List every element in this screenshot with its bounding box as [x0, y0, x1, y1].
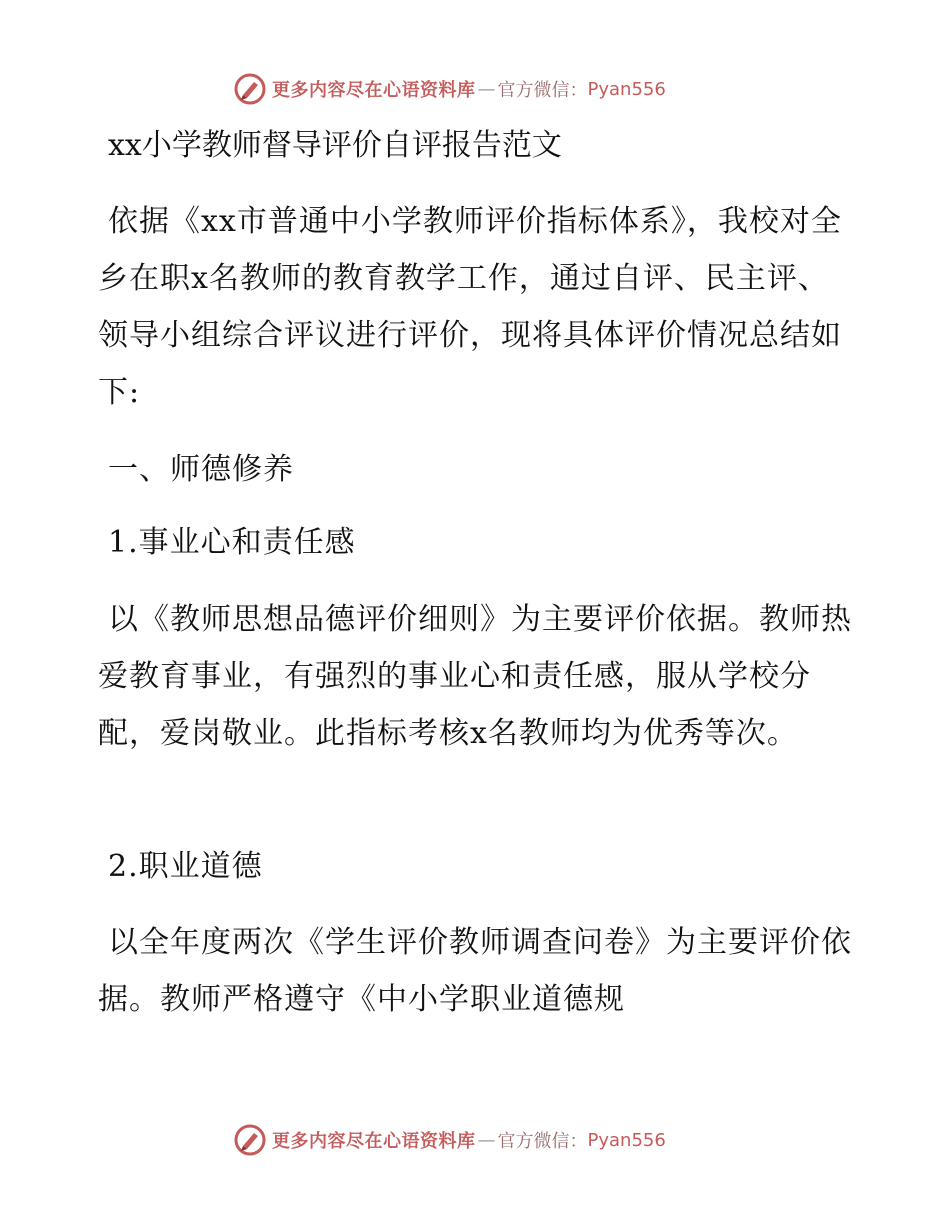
- paragraph-responsibility: 以《教师思想品德评价细则》为主要评价依据。教师热爱教育事业，有强烈的事业心和责任感，服从学校分配，爱岗敬业。此指标考核x名教师均为优秀等次。: [98, 602, 852, 751]
- subheading-ethics: 2.职业道德: [108, 849, 263, 884]
- footer-watermark: [234, 1123, 754, 1157]
- watermark-id: Pyan556: [587, 78, 666, 100]
- document-title: xx小学教师督导评价自评报告范文: [108, 128, 562, 163]
- intro-paragraph: 依据《xx市普通中小学教师评价指标体系》，我校对全乡在职x名教师的教育教学工作，通过自评、民主评、领导小组综合评议进行评价，现将具体评价情况总结如下:: [98, 204, 842, 410]
- watermark-official: 官方微信：: [497, 1131, 588, 1152]
- header-watermark: [234, 72, 754, 106]
- watermark-id: Pyan556: [587, 1129, 666, 1151]
- watermark-separator: —: [477, 78, 496, 100]
- watermark-official: 官方微信：: [497, 80, 588, 101]
- watermark-site: 更多内容尽在心语资料库: [272, 80, 476, 101]
- watermark-separator: —: [477, 1129, 496, 1151]
- pen-logo-icon: [234, 73, 266, 105]
- watermark-site: 更多内容尽在心语资料库: [272, 1131, 476, 1152]
- section-heading-ethics: 一、师德修养: [108, 452, 294, 487]
- pen-logo-icon: [234, 1124, 266, 1156]
- paragraph-ethics: 以全年度两次《学生评价教师调查问卷》为主要评价依据。教师严格遵守《中小学职业道德规: [98, 925, 852, 1017]
- subheading-responsibility: 1.事业心和责任感: [108, 525, 356, 560]
